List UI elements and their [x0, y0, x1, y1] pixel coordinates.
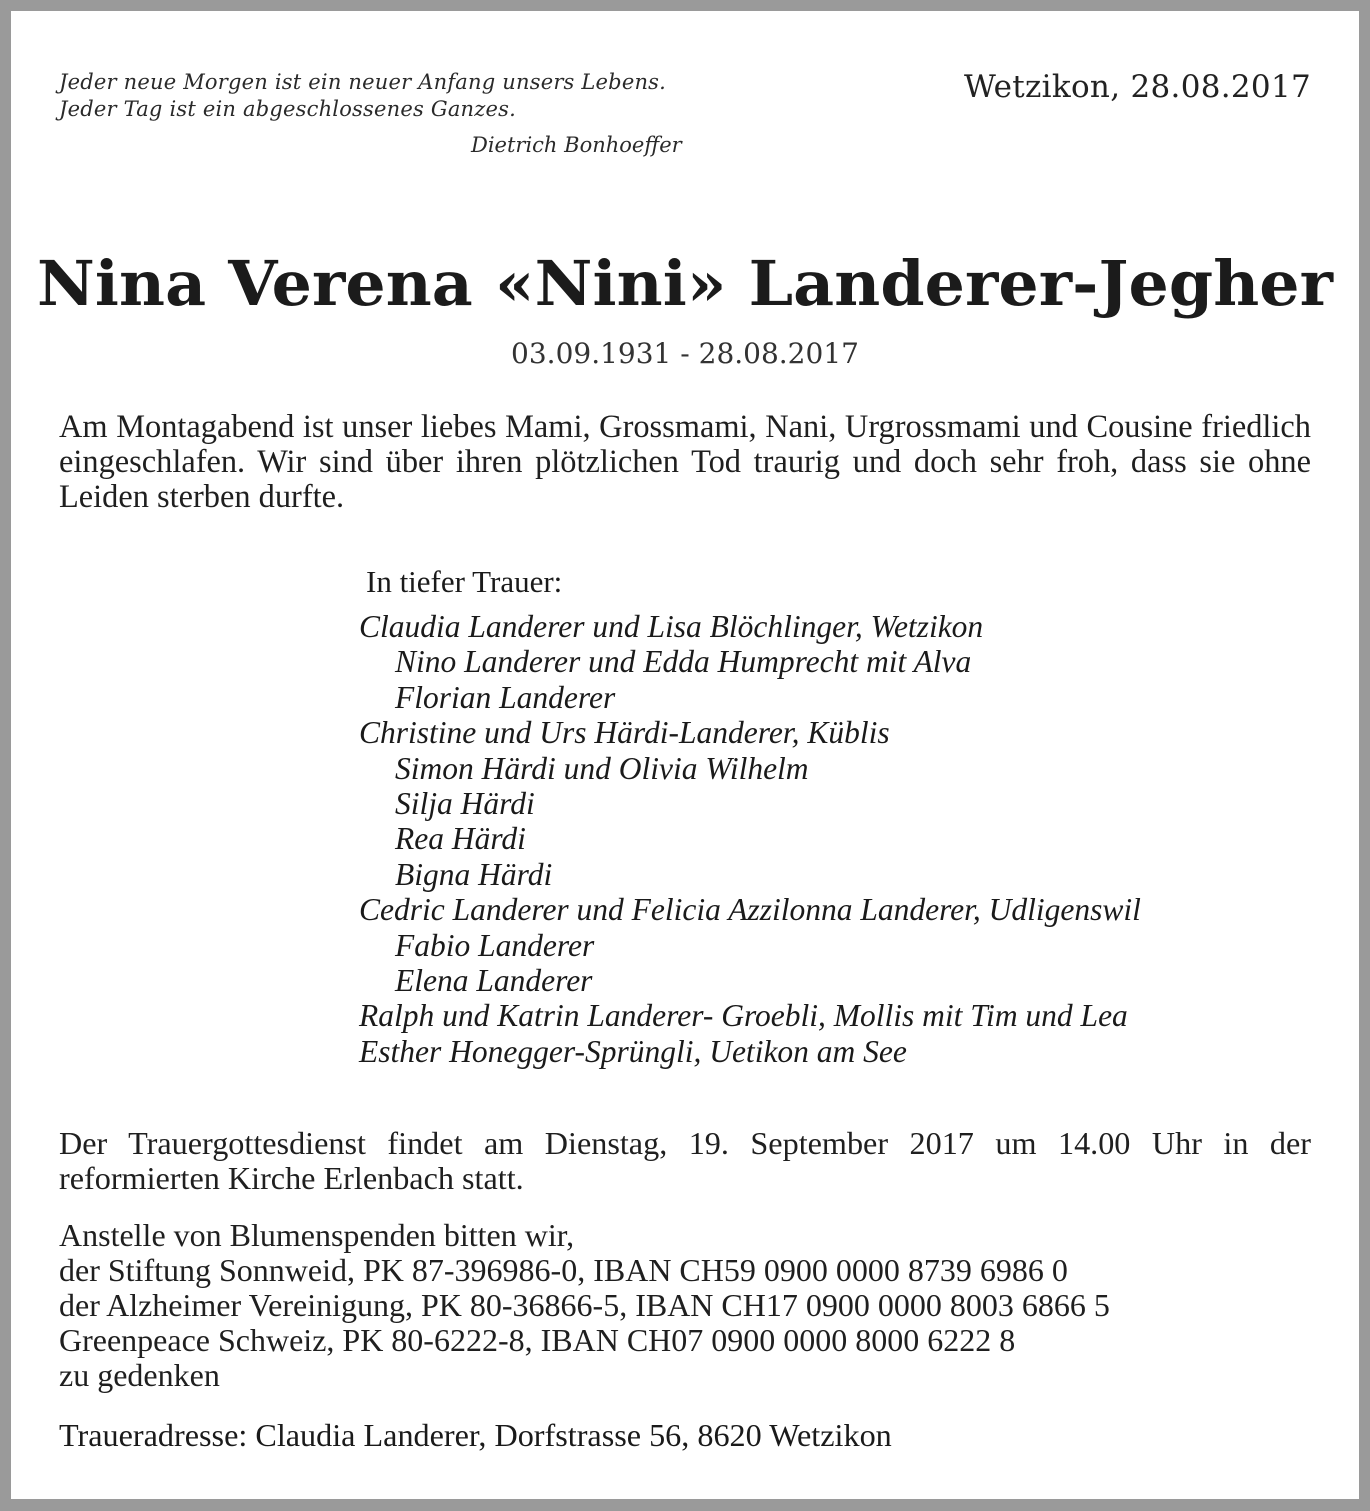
mourner-entry: Silja Härdi	[395, 786, 535, 822]
mourner-entry: Rea Härdi	[395, 821, 526, 857]
mourner-entry: Nino Landerer und Edda Humprecht mit Alva	[395, 644, 972, 680]
obituary-page	[11, 11, 1359, 1499]
mourning-heading: In tiefer Trauer:	[366, 564, 563, 599]
deceased-name: Nina Verena «Nini» Landerer-Jegher	[36, 247, 1334, 320]
donation-line: der Stiftung Sonnweid, PK 87-396986-0, IBAN CH59 0900 0000 8739 6986 0	[59, 1252, 1068, 1288]
mourner-entry: Esther Honegger-Sprüngli, Uetikon am See	[359, 1033, 907, 1069]
intro-paragraph: Am Montagabend ist unser liebes Mami, Grossmami, Nani, Urgrossmami und Cousine friedlich eingeschlafen. Wir sind über ihren plötzlichen Tod traurig und doch sehr froh, dass sie ohne Leiden sterben durfte.	[59, 409, 1311, 515]
bonhoeffer-quote	[59, 69, 666, 123]
donation-paragraph	[59, 1218, 1311, 1393]
donation-line: Anstelle von Blumenspenden bitten wir,	[59, 1217, 575, 1253]
quote-line: Jeder neue Morgen ist ein neuer Anfang unsers Lebens.	[59, 70, 667, 94]
quote-author: Dietrich Bonhoeffer	[471, 133, 682, 157]
mourner-entry: Claudia Landerer und Lisa Blöchlinger, Wetzikon	[359, 609, 984, 644]
place-date: Wetzikon, 28.08.2017	[964, 69, 1311, 105]
donation-line: zu gedenken	[59, 1357, 220, 1393]
life-dates: 03.09.1931 - 28.08.2017	[511, 337, 859, 370]
mourner-entry: Fabio Landerer	[395, 927, 595, 963]
quote-line: Jeder Tag ist ein abgeschlossenes Ganzes.	[59, 97, 517, 121]
mourner-entry: Christine und Urs Härdi-Landerer, Küblis	[359, 715, 890, 751]
donation-line: Greenpeace Schweiz, PK 80-6222-8, IBAN CH07 0900 0000 8000 6222 8	[59, 1322, 1016, 1358]
mourner-entry: Cedric Landerer und Felicia Azzilonna Landerer, Udligenswil	[359, 892, 1141, 928]
mourner-entry: Florian Landerer	[395, 679, 616, 715]
donation-line: der Alzheimer Vereinigung, PK 80-36866-5, IBAN CH17 0900 0000 8003 6866 5	[59, 1287, 1110, 1323]
mourner-entry: Ralph und Katrin Landerer- Groebli, Mollis mit Tim und Lea	[359, 998, 1128, 1034]
mourner-entry: Elena Landerer	[395, 963, 593, 999]
mourner-entry: Bigna Härdi	[395, 856, 553, 892]
mourners-list	[359, 609, 1141, 1069]
mourning-address: Traueradresse: Claudia Landerer, Dorfstrasse 56, 8620 Wetzikon	[59, 1417, 892, 1453]
mourner-entry: Simon Härdi und Olivia Wilhelm	[395, 750, 809, 786]
service-paragraph: Der Trauergottesdienst findet am Dienstag, 19. September 2017 um 14.00 Uhr in der reformierten Kirche Erlenbach statt.	[59, 1125, 1311, 1196]
